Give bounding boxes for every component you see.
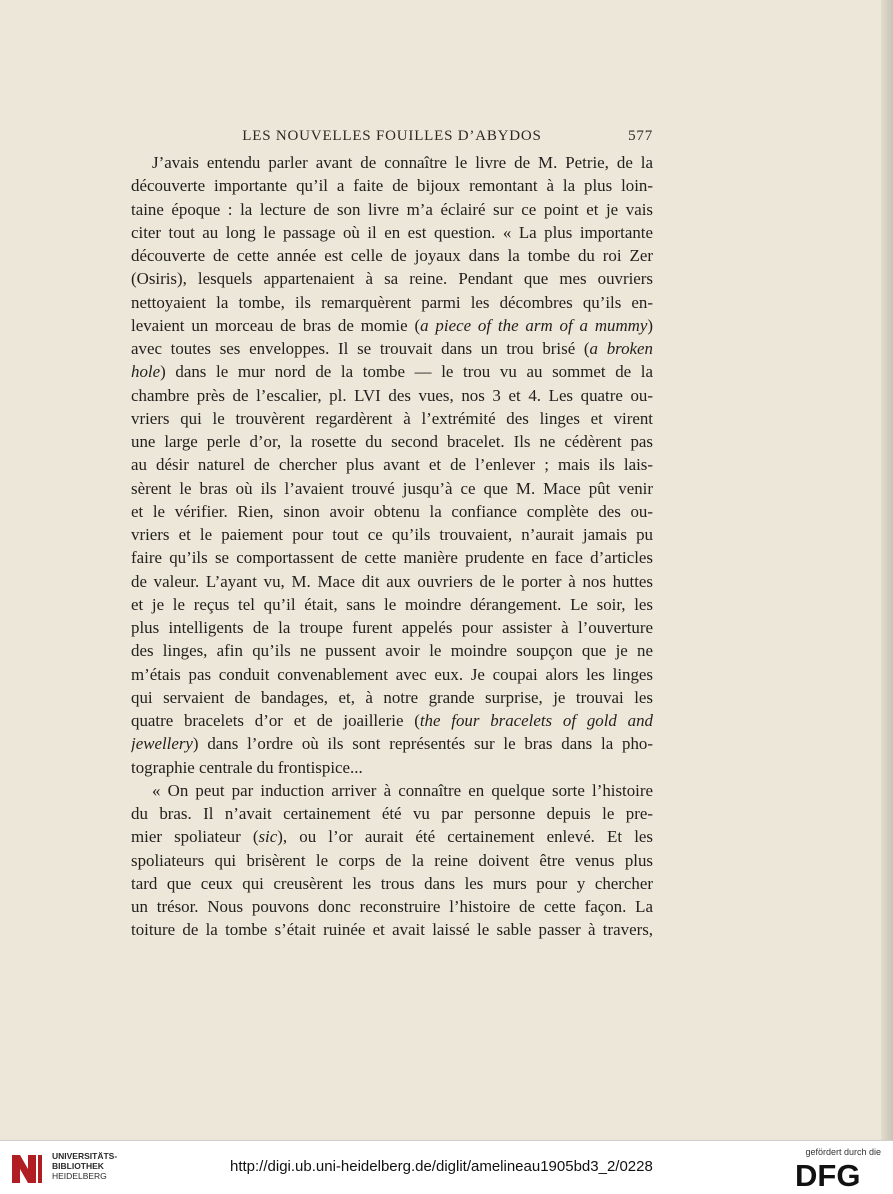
text-line: citer tout au long le passage où il en est question. « La plus importante [131,222,653,242]
text-run: avec toutes ses enveloppes. Il se trouvait dans un trou brisé ( [131,339,590,358]
dfg-logo-text: DFG [795,1159,861,1189]
library-name-line: BIBLIOTHEK [52,1161,104,1171]
text-line [131,709,653,732]
viewer-footer [0,1140,893,1194]
text-line [131,825,653,848]
text-line: m’étais pas conduit convenablement avec eux. Je coupai alors les linges [131,664,653,684]
italic-phrase: sic [258,827,278,847]
text-line: qui servaient de bandages, et, à notre grande surprise, je trouvai les [131,687,653,707]
library-name-line: UNIVERSITÄTS- [52,1151,118,1161]
running-header [131,128,653,150]
text-line: taine époque : la lecture de son livre m’a éclairé sur ce point et je vais [131,199,653,219]
text-line: du bras. Il n’avait certainement été vu par personne depuis le pre- [131,804,653,823]
text-run: ), ou l’or aurait été certainement enlevé. Et les [277,827,653,847]
text-line [131,314,653,337]
text-line: tographie centrale du frontispice... [131,757,363,777]
text-line: toiture de la tombe s’était ruinée et avait laissé le sable passer à travers, [131,920,653,940]
body-text [131,151,653,942]
text-line: chambre près de l’escalier, pl. LVI des vues, nos 3 et 4. Les quatre ou- [131,385,653,405]
text-line: des linges, afin qu’ils ne pussent avoir le moindre soupçon que je ne [131,641,653,661]
text-line: nettoyaient la tombe, ils remarquèrent parmi les décombres qu’ils en- [131,292,653,312]
running-title: LES NOUVELLES FOUILLES D’ABYDOS [242,128,542,144]
text-line: vriers qui le trouvèrent regardèrent à l’extrémité des linges et virent [131,408,653,428]
text-line [131,337,653,360]
text-line: vriers et le paiement pour tout ce qu’ils trouvaient, n’aurait jamais pu [131,525,653,544]
text-line: découverte importante qu’il a faite de bijoux remontant à la plus loin- [131,176,653,196]
text-line: faire qu’ils se comportassent de cette manière prudente en face d’articles [131,548,653,568]
scan-edge-shadow [881,0,893,1140]
italic-phrase: jewellery [131,734,193,754]
university-library-logo-icon [8,1149,46,1187]
dfg-logo-icon [795,1159,881,1189]
text-line: tard que ceux qui creusèrent les trous dans les murs pour y chercher [131,873,653,893]
text-line: un trésor. Nous pouvons donc reconstruire l’histoire de cette façon. La [131,897,653,916]
permalink-url[interactable]: http://digi.ub.uni-heidelberg.de/diglit/amelineau1905bd3_2/0228 [230,1158,653,1175]
italic-phrase: hole [131,362,161,382]
text-line [131,732,653,755]
italic-phrase: the four bracelets of gold and [419,711,653,730]
text-line: sèrent le bras où ils l’avaient trouvé jusqu’à ce que M. Mace pût venir [131,478,653,498]
text-line: spoliateurs qui brisèrent le corps de la reine doivent être venus plus [131,850,653,870]
library-name [52,1151,117,1181]
text-line: découverte de cette année est celle de joyaux dans la tombe du roi Zer [131,246,653,265]
text-line: et je le reçus tel qu’il était, sans le moindre dérangement. Le soir, les [131,594,653,614]
text-run: ) [647,315,653,335]
text-run: mier spoliateur ( [131,827,259,847]
library-name-line: HEIDELBERG [52,1171,107,1181]
text-run: levaient un morceau de bras de momie ( [131,315,421,335]
text-line: une large perle d’or, la rosette du second bracelet. Ils ne cédèrent pas [131,432,653,451]
funding-note: gefördert durch die [805,1147,881,1157]
text-run: ) dans l’ordre où ils sont représentés sur le bras dans la pho- [192,734,653,754]
text-line: « On peut par induction arriver à connaître en quelque sorte l’histoire [152,780,653,800]
italic-phrase: a piece of the arm of a mummy [420,315,648,335]
text-line: et le vérifier. Rien, sinon avoir obtenu la confiance complète des ou- [131,501,653,521]
text-run: quatre bracelets d’or et de joaillerie ( [131,711,420,730]
text-line: de valeur. L’ayant vu, M. Mace dit aux ouvriers de le porter à nos huttes [131,571,653,591]
text-line [131,360,653,383]
text-line: (Osiris), lesquels appartenaient à sa reine. Pendant que mes ouvriers [131,269,653,289]
text-line: plus intelligents de la troupe furent appelés pour assister à l’ouverture [131,618,653,637]
text-line: au désir naturel de chercher plus avant et de l’enlever ; mais ils lais- [131,455,653,475]
italic-phrase: a broken [589,339,653,358]
text-run: ) dans le mur nord de la tombe — le trou vu au sommet de la [160,362,653,382]
page-number: 577 [628,128,653,144]
text-line: J’avais entendu parler avant de connaître le livre de M. Petrie, de la [152,153,653,172]
